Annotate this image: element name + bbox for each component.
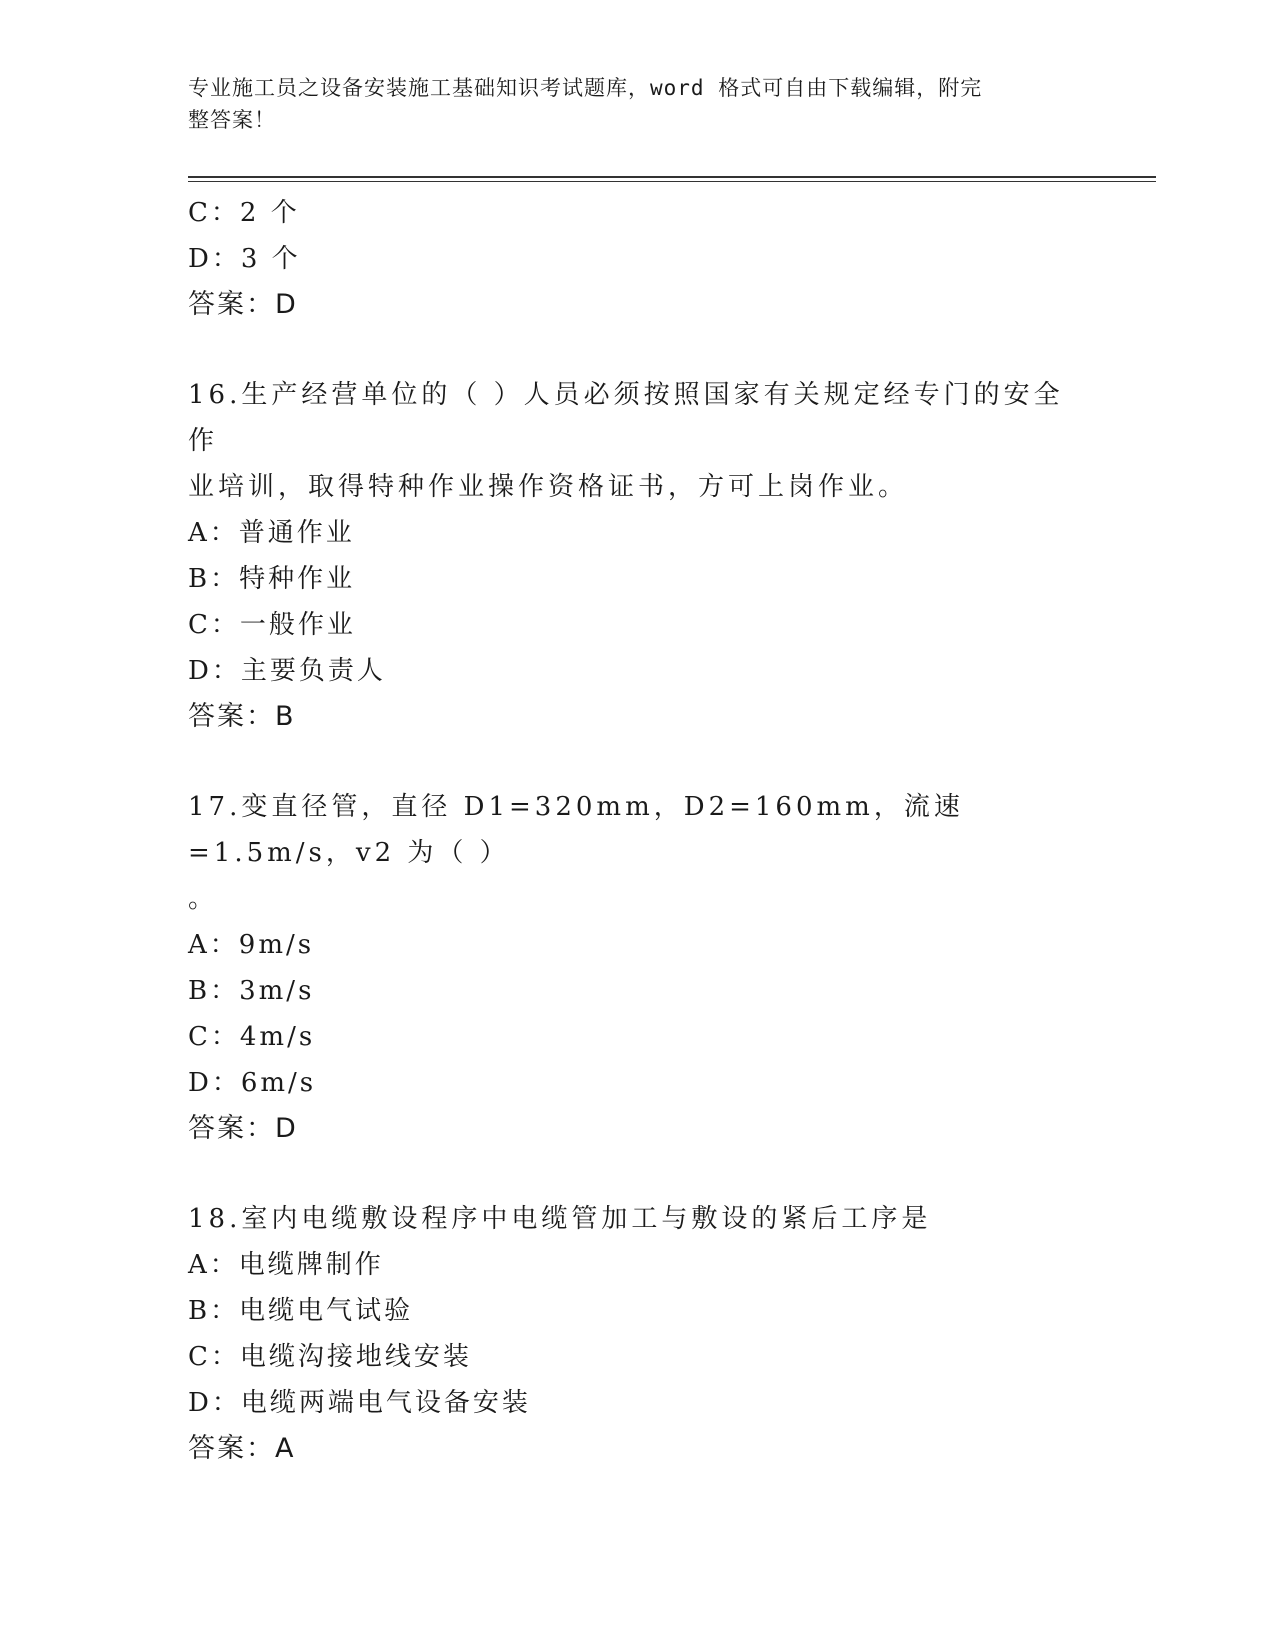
header-divider-thin — [188, 181, 1156, 182]
option-a: A：电缆牌制作 — [188, 1250, 384, 1280]
option-c: C：4m/s — [188, 1022, 316, 1052]
header-line-1: 专业施工员之设备安装施工基础知识考试题库，word 格式可自由下载编辑，附完 — [188, 76, 983, 100]
continued-question — [188, 190, 1088, 328]
question-18 — [188, 1196, 1088, 1472]
option-d: D：主要负责人 — [188, 656, 386, 686]
stem-line-1: 16.生产经营单位的（ ）人员必须按照国家有关规定经专门的安全作 — [188, 380, 1064, 456]
question-list — [188, 190, 1088, 1472]
question-17 — [188, 784, 1088, 1152]
answer-line: 答案：D — [188, 289, 298, 320]
option-d: D：电缆两端电气设备安装 — [188, 1388, 531, 1418]
option-c: C：2 个 — [188, 198, 300, 228]
header-divider — [188, 176, 1156, 178]
option-d: D：6m/s — [188, 1068, 317, 1098]
stem-line-1: 18.室内电缆敷设程序中电缆管加工与敷设的紧后工序是 — [188, 1204, 932, 1234]
answer-line: 答案：A — [188, 1433, 296, 1464]
question-16 — [188, 372, 1088, 740]
header-line-2: 整答案！ — [188, 108, 276, 132]
document-header — [188, 72, 1068, 136]
question-stem — [188, 372, 1068, 510]
question-stem — [188, 784, 1068, 922]
option-b: B：特种作业 — [188, 564, 356, 594]
option-a: A：普通作业 — [188, 518, 355, 548]
option-b: B：3m/s — [188, 976, 315, 1006]
question-stem — [188, 1196, 1068, 1242]
stem-line-2: 业培训，取得特种作业操作资格证书，方可上岗作业。 — [188, 472, 909, 502]
stem-line-2: 。 — [188, 884, 219, 914]
answer-line: 答案：D — [188, 1113, 298, 1144]
option-d: D：3 个 — [188, 244, 301, 274]
option-a: A：9m/s — [188, 930, 315, 960]
option-b: B：电缆电气试验 — [188, 1296, 414, 1326]
stem-line-1: 17.变直径管，直径 D1=320mm，D2=160mm，流速=1.5m/s，v2 为（ ） — [188, 792, 964, 868]
option-c: C：电缆沟接地线安装 — [188, 1342, 472, 1372]
answer-line: 答案：B — [188, 701, 296, 732]
option-c: C：一般作业 — [188, 610, 356, 640]
